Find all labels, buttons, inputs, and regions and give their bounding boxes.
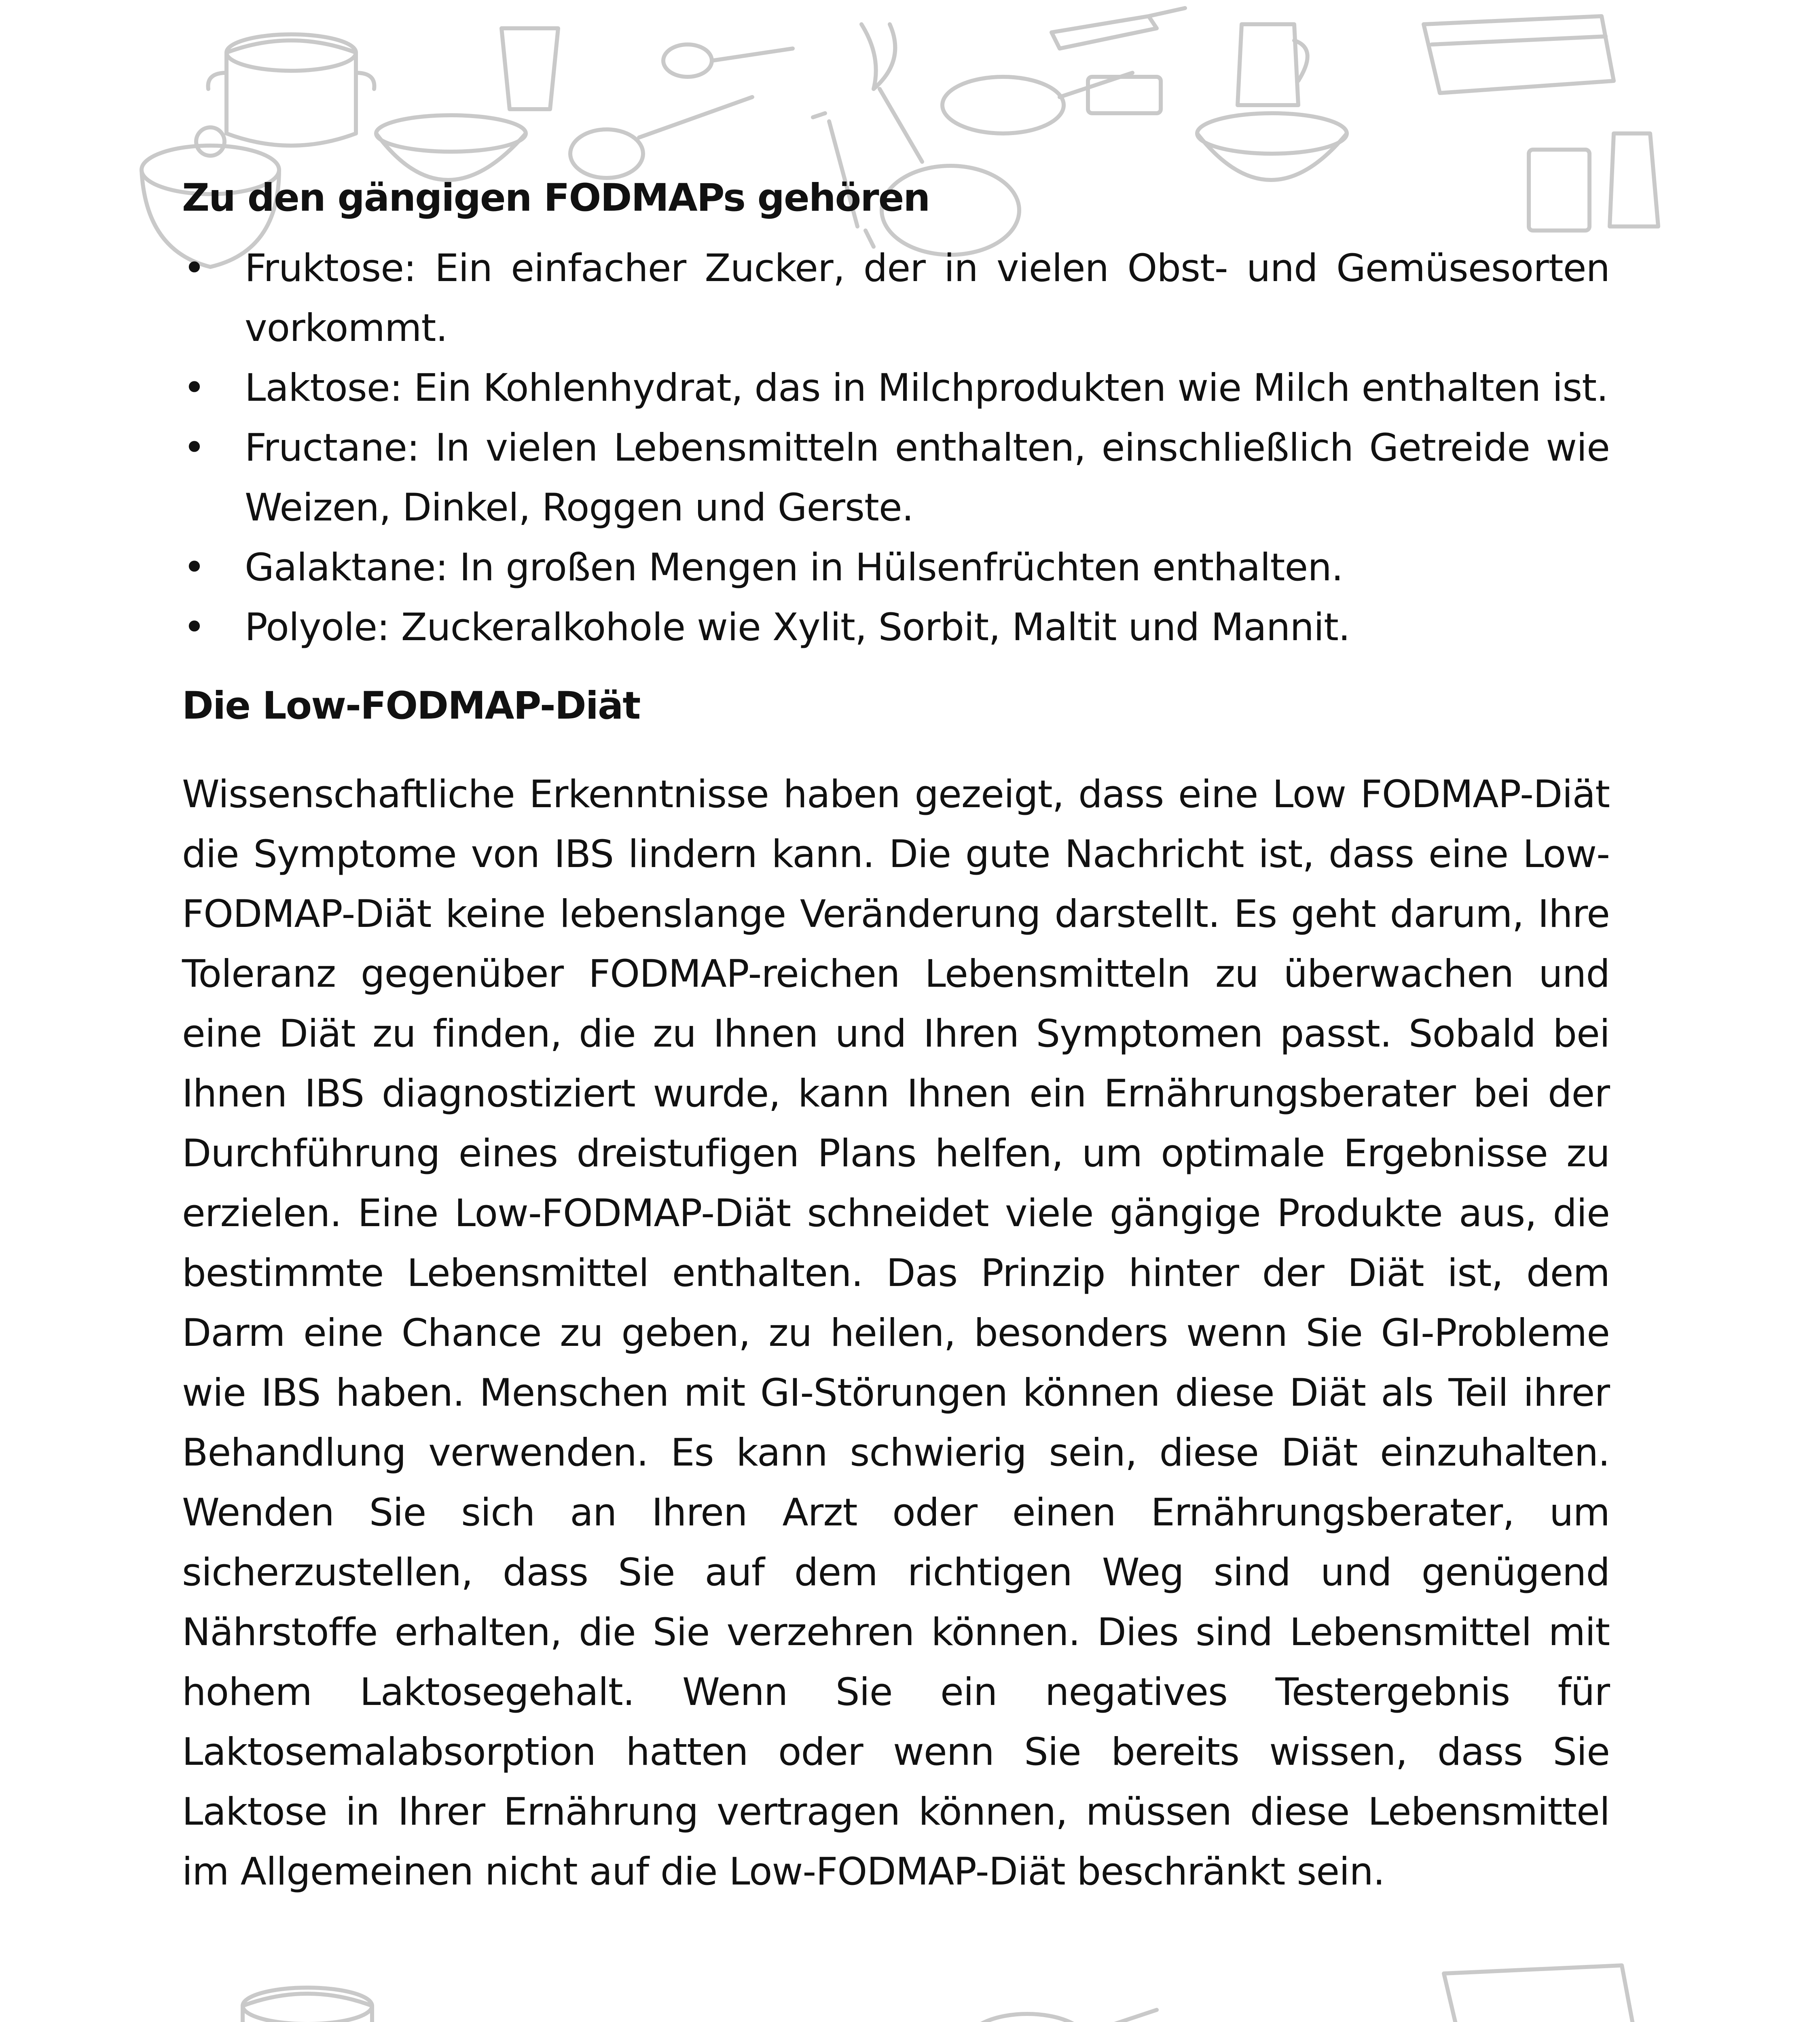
slotted-spoon-icon bbox=[570, 97, 752, 178]
list-item bbox=[182, 538, 1610, 598]
list-item-text: Fruktose: Ein einfacher Zucker, der in vielen Obst- und Gemüsesorten vorkommt. bbox=[245, 246, 1610, 350]
bullet-icon: • bbox=[183, 366, 205, 410]
list-item-text: Laktose: Ein Kohlenhydrat, das in Milchprodukten wie Milch enthalten ist. bbox=[245, 366, 1608, 410]
cooking-pot-icon bbox=[208, 34, 375, 146]
cake-tin-icon bbox=[1424, 16, 1614, 93]
bullet-icon: • bbox=[183, 246, 205, 290]
fodmaps-heading: Zu den gängigen FODMAPs gehören bbox=[182, 176, 930, 220]
whisk-icon bbox=[861, 24, 922, 162]
page-content bbox=[182, 170, 1610, 1902]
frying-pan-icon-bottom bbox=[967, 2010, 1157, 2022]
cake-tin-icon-bottom bbox=[1444, 1965, 1634, 2022]
cooking-pot-icon-bottom bbox=[243, 1988, 372, 2022]
box-grater-icon bbox=[1610, 133, 1658, 226]
bullet-icon: • bbox=[183, 426, 205, 470]
pitcher-icon bbox=[1238, 24, 1308, 105]
list-item bbox=[182, 239, 1610, 358]
list-item bbox=[182, 418, 1610, 538]
list-item-text: Galaktane: In großen Mengen in Hülsenfrüchten enthalten. bbox=[245, 546, 1343, 590]
list-item-text: Polyole: Zuckeralkohole wie Xylit, Sorbit, Maltit und Mannit. bbox=[245, 605, 1350, 649]
fodmap-list bbox=[182, 239, 1610, 658]
frying-pan-icon bbox=[942, 73, 1132, 133]
low-fodmap-diet-heading: Die Low-FODMAP-Diät bbox=[182, 684, 640, 728]
list-item bbox=[182, 598, 1610, 658]
body-paragraph: Wissenschaftliche Erkenntnisse haben gezeigt, dass eine Low FODMAP-Diät die Symptome von IBS lindern kann. Die gute Nachricht ist, dass eine Low-FODMAP-Diät keine lebenslange Veränderung darstellt. Es geht darum, Ihre Toleranz gegenüber FODMAP-reichen Lebensmitteln zu überwachen und eine Diät zu finden, die zu Ihnen und Ihren Symptomen passt. Sobald bei Ihnen IBS diagnostiziert wurde, kann Ihnen ein Ernährungsberater bei der Durchführung eines dreistufigen Plans helfen, um optimale Ergebnisse zu erzielen. Eine Low-FODMAP-Diät schneidet viele gängige Produkte aus, die bestimmte Lebensmittel enthalten. Das Prinzip hinter der Diät ist, dem Darm eine Chance zu geben, zu heilen, besonders wenn Sie GI-Probleme wie IBS haben. Menschen mit GI-Störungen können diese Diät als Teil ihrer Behandlung verwenden. Es kann schwierig sein, diese Diät einzuhalten. Wenden Sie sich an Ihren Arzt oder einen Ernährungsberater, um sicherzustellen, dass Sie auf dem richtigen Weg sind und genügend Nährstoffe erhalten, die Sie verzehren können. Dies sind Lebensmittel mit hohem Laktosegehalt. Wenn Sie ein negatives Testergebnis für Laktosemalabsorption hatten oder wenn Sie bereits wissen, dass Sie Laktose in Ihrer Ernährung vertragen können, müssen diese Lebensmittel im Allgemeinen nicht auf die Low-FODMAP-Diät beschränkt sein. bbox=[182, 772, 1610, 1894]
list-item bbox=[182, 358, 1610, 418]
list-item-text: Fructane: In vielen Lebensmitteln enthalten, einschließlich Getreide wie Weizen, Dinkel, Roggen und Gerste. bbox=[245, 426, 1610, 530]
bullet-icon: • bbox=[183, 546, 205, 590]
grater-icon bbox=[1088, 77, 1161, 113]
bullet-icon: • bbox=[183, 605, 205, 649]
spoon-icon bbox=[663, 44, 793, 77]
knife-icon bbox=[1052, 8, 1185, 49]
glass-icon bbox=[502, 28, 558, 109]
